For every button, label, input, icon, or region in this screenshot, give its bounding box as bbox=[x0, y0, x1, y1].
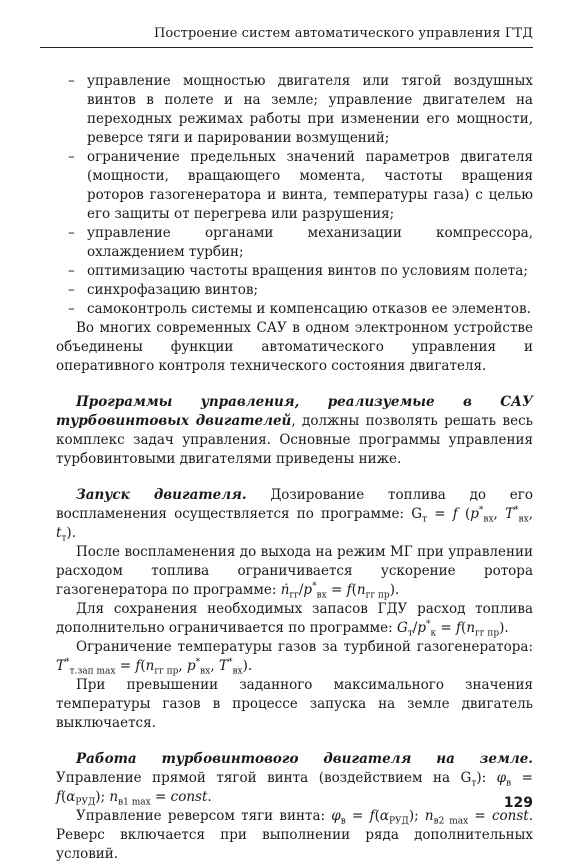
programs-heading: Программы управления, реализуемые в САУ турбовинтовых двигателей bbox=[56, 394, 533, 429]
paragraph-start: Запуск двигателя. Дозирование топлива до его воспламенения осуществляется по программе: $G_т = f$ ($p^*_{вх}$, $T^*_{вх}$, $t_т$). bbox=[56, 487, 534, 544]
paragraph-programs bbox=[56, 393, 533, 469]
paragraph: Для сохранения необходимых запасов ГДУ расход топлива дополнительно ограничивается по программе: $G_т/p^*_к = f(n_{гг пр})$. bbox=[56, 601, 533, 639]
paragraph: Ограничение температуры газов за турбиной газогенератора: $T^*_{т.зап max} = f(n_{гг пр}$, $p^*_{вх}$, $T^*_{вх}$). bbox=[56, 639, 533, 677]
running-header: Построение систем автоматического управления ГТД bbox=[153, 26, 533, 41]
page-number: 129 bbox=[503, 795, 533, 811]
list-item: – управление мощностью двигателя или тягой воздушных винтов в полете и на земле; управление двигателем на переходных режимах работы при изменении его мощности, реверсе тяги и парировании возмущений; bbox=[56, 72, 533, 148]
paragraph: После воспламенения до выхода на режим МГ при управлении расходом топлива ограничивается ускорение ротора газогенератора по программе: $ṅ_{гг}/p^*_{вх} = f(n_{гг пр})$. bbox=[56, 544, 533, 601]
paragraph: Во многих современных САУ в одном электронном устройстве объединены функции автоматического управления и оперативного контроля технического состояния двигателя. bbox=[56, 320, 533, 374]
page-body bbox=[56, 72, 533, 864]
list-item: – управление органами механизации компрессора, охлаждением турбин; bbox=[56, 224, 533, 262]
header-rule bbox=[40, 47, 533, 48]
start-text: Дозирование топлива до его воспламенения осуществляется по программе: G bbox=[56, 487, 534, 522]
paragraph: Управление реверсом тяги винта: $\varphi_в = f(\alpha_{РУД})$; $n_{в2 max}$ = const. Реверс включается при выполнении ряда дополнительных условий. bbox=[56, 808, 533, 862]
list-item: – самоконтроль системы и компенсацию отказов ее элементов. bbox=[56, 300, 533, 319]
list-item: – синхрофазацию винтов; bbox=[56, 281, 533, 300]
paragraph: При превышении заданного максимального значения температуры газов в процессе запуска на земле двигатель выключается. bbox=[56, 677, 533, 731]
list-item: – ограничение предельных значений параметров двигателя (мощности, вращающего момента, частоты вращения роторов газогенератора и винта, температуры газа) с целью его защиты от перегрева или разрушения; bbox=[56, 148, 533, 224]
ground-heading: Работа турбовинтового двигателя на земле. bbox=[76, 751, 533, 767]
start-heading: Запуск двигателя. bbox=[76, 487, 247, 503]
paragraph-ground: Работа турбовинтового двигателя на земле. Управление прямой тягой винта (воздействием на $G_т$): $\varphi_в = f(\alpha_{РУД})$; $n_{в1 max}$ = const. bbox=[56, 751, 533, 808]
programs-text: , должны позволять решать весь комплекс задач управления. Основные программы управления турбовинтовыми двигателями приведены ниже. bbox=[56, 413, 533, 467]
list-item: – оптимизацию частоты вращения винтов по условиям полета; bbox=[56, 262, 533, 281]
ground-text: Управление прямой тягой винта (воздействием на G bbox=[56, 770, 472, 786]
